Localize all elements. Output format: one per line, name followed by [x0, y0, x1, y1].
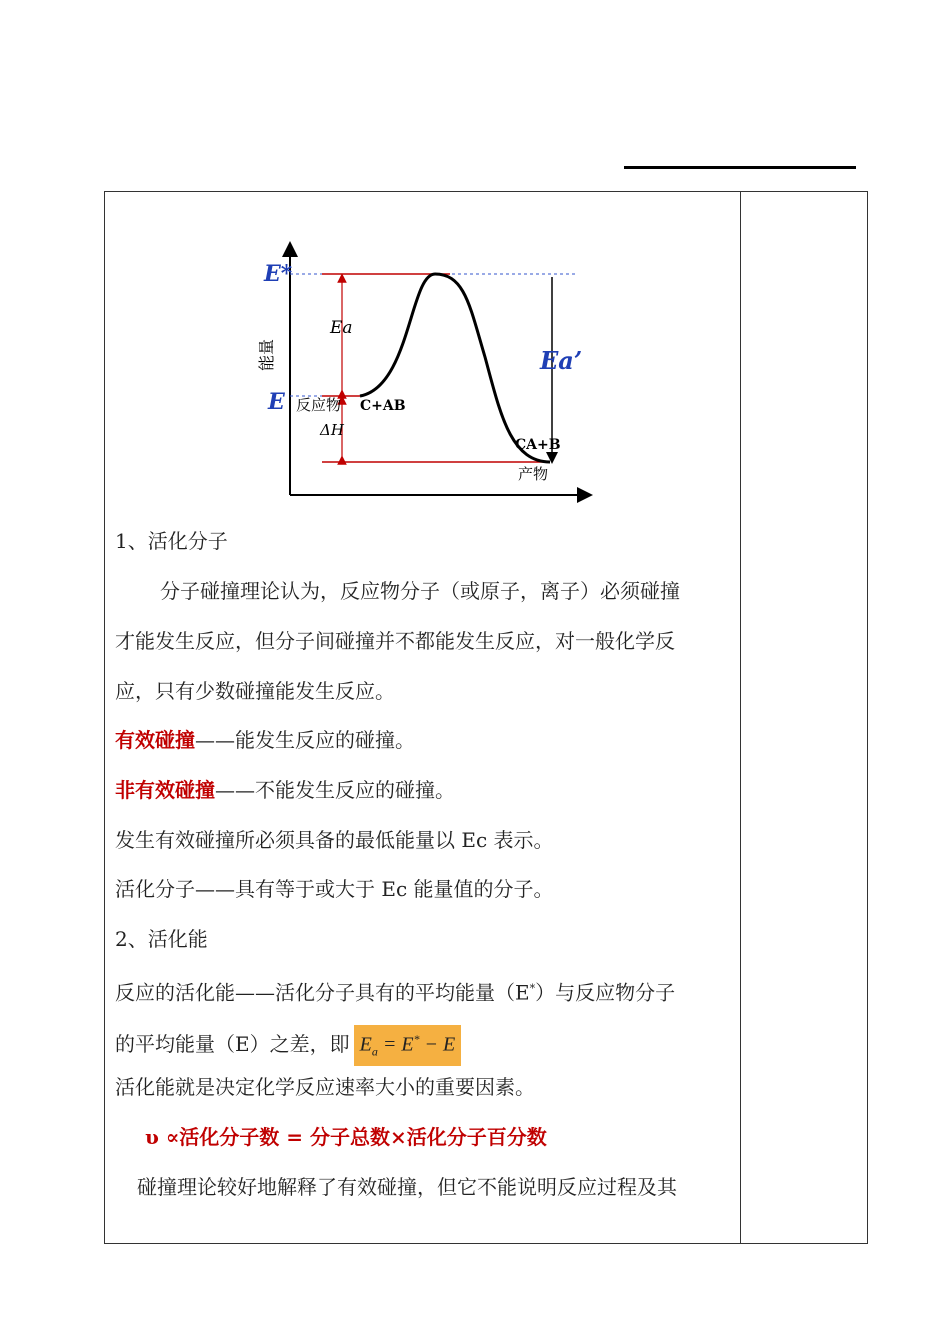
activation-energy-def-2 — [115, 1025, 461, 1066]
activated-molecule-line: 活化分子——具有等于或大于 Ec 能量值的分子。 — [115, 877, 554, 901]
products-formula: CA+B — [515, 437, 561, 453]
column-divider — [740, 192, 741, 1243]
def-line-2-text: 的平均能量（E）之差，即 — [115, 1031, 350, 1056]
energy-curve — [360, 274, 550, 462]
ea-label: Ea — [330, 318, 353, 338]
def-pre: 反应的活化能——活化分子具有的平均能量（E — [115, 980, 530, 1005]
e-star-label: E* — [264, 261, 293, 287]
formula-sub: a — [371, 1044, 378, 1059]
activation-energy-formula — [354, 1025, 462, 1066]
section2-heading: 2、活化能 — [115, 927, 208, 951]
noneffective-collision-term: 非有效碰撞 — [115, 778, 215, 802]
last-line: 碰撞理论较好地解释了有效碰撞，但它不能说明反应过程及其 — [137, 1175, 677, 1199]
header-rule — [624, 166, 856, 169]
noneffective-collision-def: ——不能发生反应的碰撞。 — [215, 778, 455, 802]
ec-line: 发生有效碰撞所必须具备的最低能量以 Ec 表示。 — [115, 828, 554, 852]
effective-collision-term: 有效碰撞 — [115, 728, 195, 752]
activation-energy-def-1 — [115, 977, 675, 1005]
y-axis-label: 能量 — [257, 338, 276, 372]
reactants-label: 反应物 — [296, 396, 342, 414]
effective-collision-line — [115, 728, 415, 752]
reactants-formula: C+AB — [360, 398, 406, 414]
formula-e: E — [359, 1033, 372, 1056]
def-post: ）与反应物分子 — [535, 980, 676, 1005]
content-table — [104, 191, 868, 1244]
factor-line: 活化能就是决定化学反应速率大小的重要因素。 — [115, 1075, 535, 1099]
paragraph-line-3: 应，只有少数碰撞能发生反应。 — [115, 679, 395, 703]
paragraph-line-2: 才能发生反应，但分子间碰撞并不都能发生反应，对一般化学反 — [115, 629, 675, 653]
delta-h-label: ΔH — [320, 421, 344, 439]
effective-collision-def: ——能发生反应的碰撞。 — [195, 728, 415, 752]
products-label: 产物 — [518, 465, 549, 483]
formula-tail: − E — [419, 1033, 456, 1056]
section1-heading: 1、活化分子 — [115, 529, 228, 553]
ea-prime-label: Ea’ — [540, 346, 583, 375]
noneffective-collision-line — [115, 778, 455, 802]
formula-eq: = E — [377, 1033, 414, 1056]
formula-sup: * — [413, 1032, 420, 1046]
rate-relation: υ ∝活化分子数 = 分子总数×活化分子百分数 — [145, 1125, 547, 1149]
energy-diagram — [257, 237, 595, 505]
def-sup: * — [529, 982, 536, 995]
paragraph-line-1: 分子碰撞理论认为，反应物分子（或原子，离子）必须碰撞 — [160, 579, 680, 603]
e-label: E — [268, 389, 285, 415]
